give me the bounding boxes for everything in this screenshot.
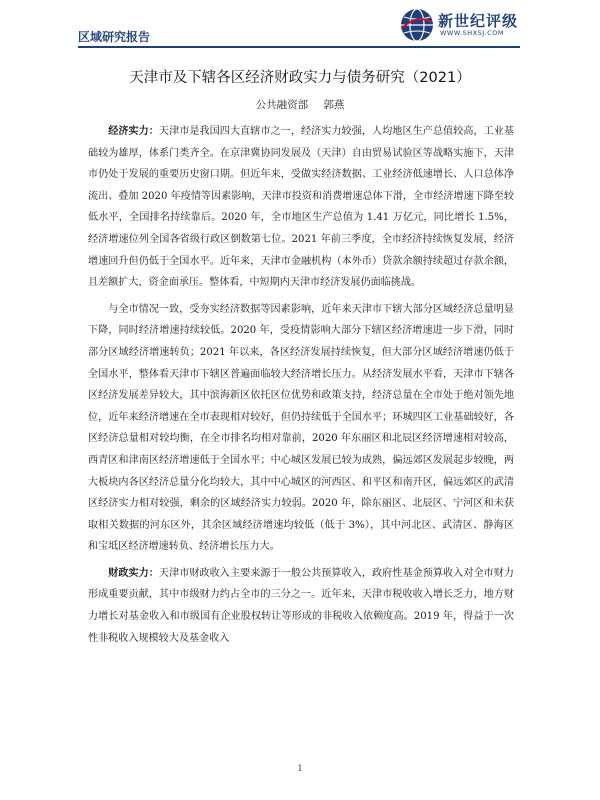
paragraph-economy (88, 121, 514, 294)
author-line (78, 97, 522, 112)
paragraph-text: 天津市财政收入主要来源于一般公共预算收入，政府性基金预算收入对全市财力形成重要贡献，其中市级财力约占全市的三分之一。近年来，天津市税收收入增长乏力，地方财力增长对基金收入和市级国有企业股权转让等形成的非税收入依赖度高。2019 年，得益于一次性非税收入规模较大及基金收入 (88, 567, 514, 644)
report-body (88, 121, 514, 654)
paragraph-districts (88, 299, 514, 558)
paragraph-text: 与全市情况一致，受夯实经济数据等因素影响，近年来天津市下辖大部分区域经济总量明显下降，同时经济增速持续较低。2020 年，受疫情影响大部分下辖区经济增速进一步下滑，同时部分区域经济增速转负；2021 年以来，各区经济发展持续恢复，但大部分区域经济增速仍低于全国水平，整体看天津市下辖区普遍面临较大经济增长压力。从经济发展水平看，天津市下辖各区经济发展差异较大，其中滨海新区依托区位优势和政策支持，经济总量在全市处于绝对领先地位，近年来经济增速在全市表现相对较好，但仍持续低于全国水平；环城四区工业基础较好，各区经济总量相对较均衡，在全市排名均相对靠前，2020 年东丽区和北辰区经济增速相对较高，西青区和津南区经济增速低于全国水平；中心城区发展已较为成熟，偏远郊区发展起步较晚，两大板块内各区经济总量分化均较大，其中中心城区的河西区、和平区和南开区，偏远郊区的武清区经济实力相对较强，剩余的区域经济实力较弱。2020 年，除东丽区、北辰区、宁河区和未获取相关数据的河东区外，其余区域经济增速均较低（低于 3%），其中河北区、武清区、静海区和宝坻区经济增速转负、经济增长压力大。 (88, 303, 514, 553)
logo-url: WWW.SHXSJ.COM (440, 29, 504, 37)
paragraph-text: 天津市是我国四大直辖市之一，经济实力较强，人均地区生产总值较高，工业基础较为雄厚，体系门类齐全。在京津冀协同发展及（天津）自由贸易试验区等战略实施下，天津市仍处于发展的重要历史窗口期。但近年来，受做实经济数据、工业经济低速增长、人口总体净流出、叠加 2020 年疫情等因素影响，天津市投资和消费增速总体下滑，全市经济增速下降至较低水平，全国排名持续靠后。2020 年，全市地区生产总值为 1.41 万亿元，同比增长 1.5%，经济增速位列全国各省级行政区倒数第七位。2021 年前三季度，全市经济持续恢复发展，经济增速回升但仍低于全国水平。近年来，天津市金融机构（本外币）贷款余额持续超过存款余额，且差额扩大，资金面承压。整体看，中短期内天津市经济发展仍面临挑战。 (88, 126, 514, 289)
section-label: 区域研究报告 (78, 30, 151, 44)
page-header (0, 0, 600, 52)
globe-icon (400, 8, 434, 42)
paragraph-lead: 财政实力： (108, 567, 159, 579)
page-number: 1 (297, 764, 303, 773)
author-department: 公共融资部 (255, 99, 309, 111)
author-name: 郭燕 (323, 99, 345, 111)
paragraph-fiscal (88, 563, 514, 649)
header-rule (78, 46, 520, 48)
page-title: 天津市及下辖各区经济财政实力与债务研究（2021） (129, 70, 471, 86)
paragraph-lead: 经济实力： (108, 126, 159, 137)
company-logo (400, 6, 524, 44)
logo-name: 新世纪评级 (438, 12, 519, 30)
